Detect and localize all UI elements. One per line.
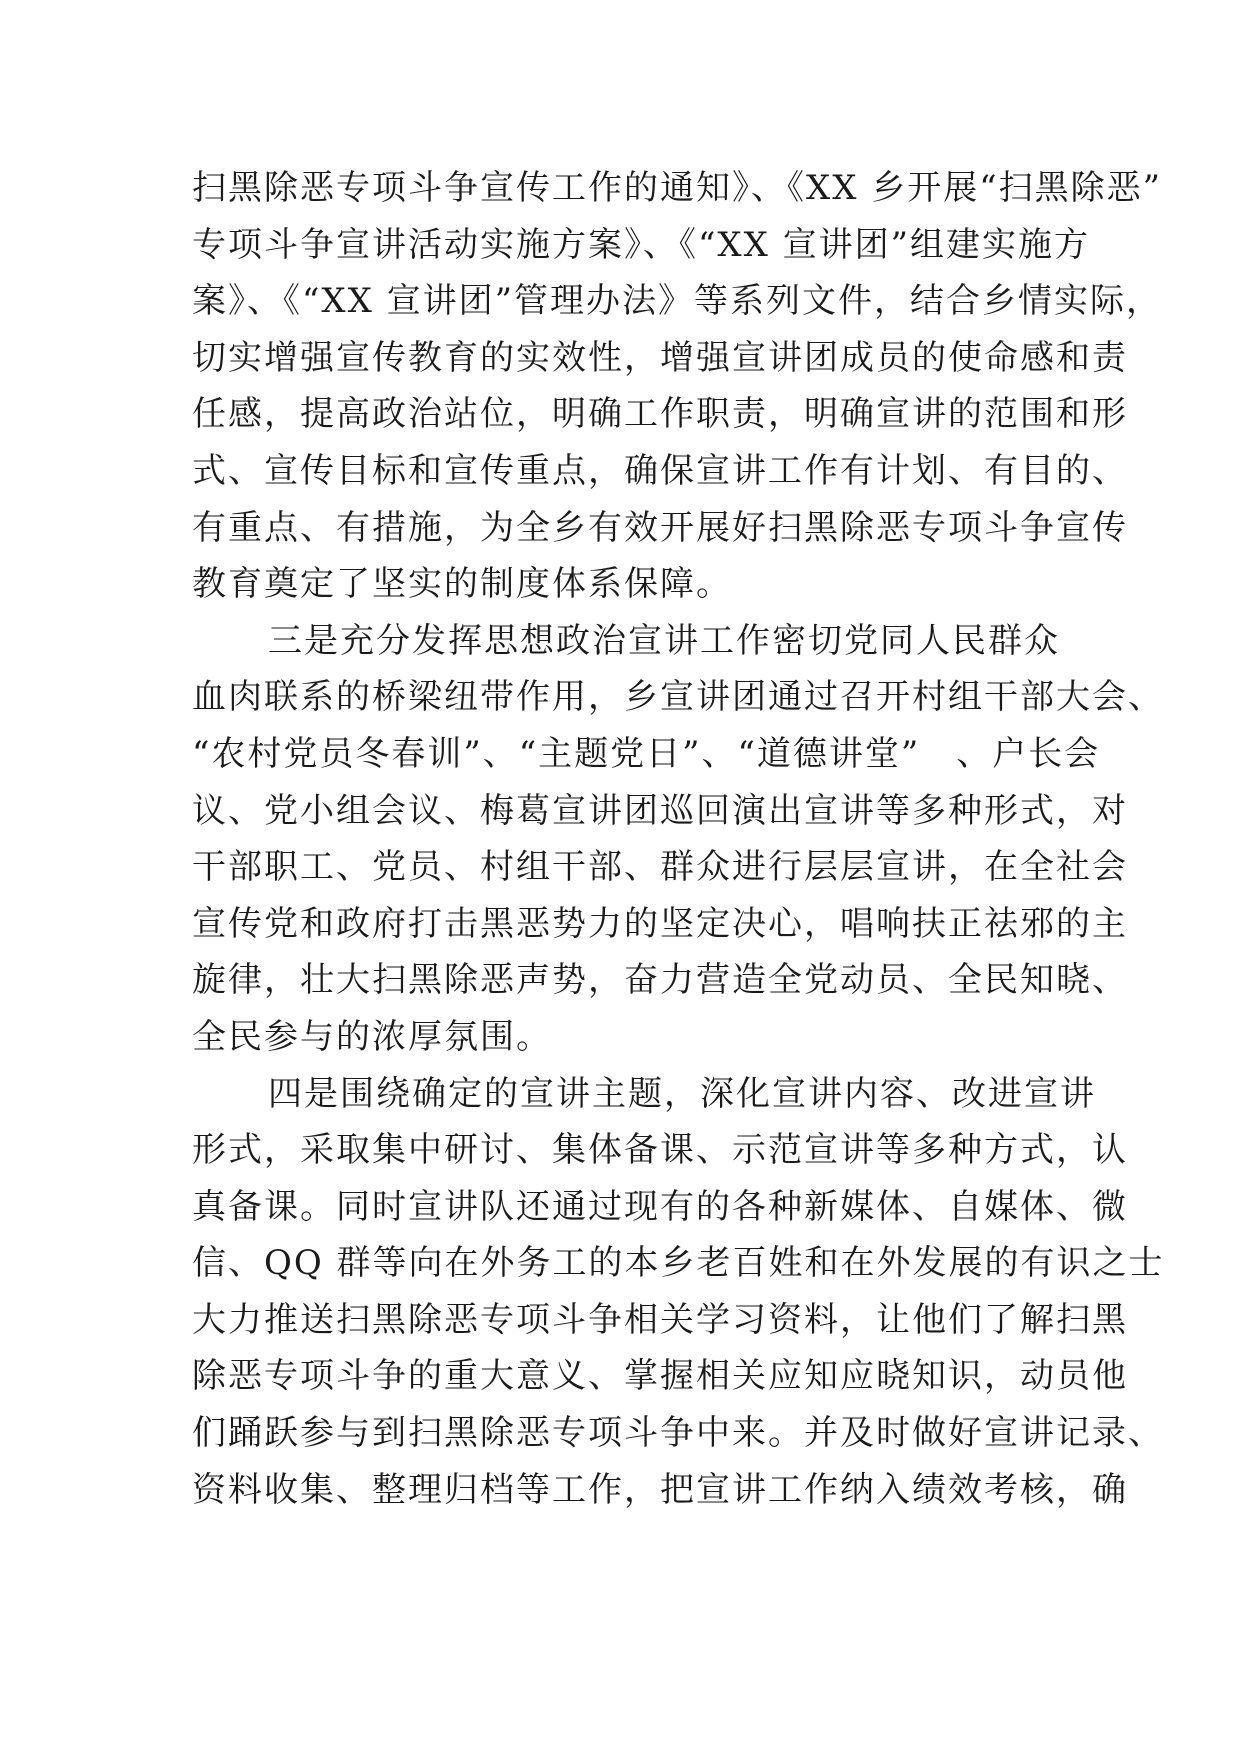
text-line: 有重点、有措施，为全乡有效开展好扫黑除恶专项斗争宣传: [192, 507, 1128, 548]
text-line: 议、党小组会议、梅葛宣讲团巡回演出宣讲等多种形式，对: [192, 790, 1128, 831]
text-line: 信、QQ 群等向在外务工的本乡老百姓和在外发展的有识之士: [192, 1243, 1165, 1284]
text-line: 切实增强宣传教育的实效性，增强宣讲团成员的使命感和责: [192, 337, 1128, 378]
text-line: 资料收集、整理归档等工作，把宣讲工作纳入绩效考核，确: [192, 1469, 1128, 1510]
text-line: 宣传党和政府打击黑恶势力的坚定决心，唱响扶正祛邪的主: [192, 903, 1128, 944]
text-line: 旋律，壮大扫黑除恶声势，奋力营造全党动员、全民知晓、: [192, 960, 1128, 1001]
text-line: 案》、《“XX 宣讲团”管理办法》等系列文件，结合乡情实际，: [192, 281, 1162, 322]
text-line: 全民参与的浓厚氛围。: [192, 1016, 552, 1057]
text-line: 任感，提高政治站位，明确工作职责，明确宣讲的范围和形: [192, 394, 1128, 435]
text-line: 专项斗争宣讲活动实施方案》、《“XX 宣讲团”组建实施方: [192, 224, 1090, 265]
paragraph-start-line: 三是充分发挥思想政治宣讲工作密切党同人民群众: [268, 620, 1060, 661]
text-line: 式、宣传目标和宣传重点，确保宣讲工作有计划、有目的、: [192, 450, 1128, 491]
text-line: 大力推送扫黑除恶专项斗争相关学习资料，让他们了解扫黑: [192, 1299, 1128, 1340]
paragraph-start-line: 四是围绕确定的宣讲主题，深化宣讲内容、改进宣讲: [268, 1073, 1096, 1114]
text-line: 们踊跃参与到扫黑除恶专项斗争中来。并及时做好宣讲记录、: [192, 1413, 1164, 1454]
text-line: 血肉联系的桥梁纽带作用，乡宣讲团通过召开村组干部大会、: [192, 677, 1164, 718]
document-body: [192, 160, 1165, 1518]
text-line: “农村党员冬春训”、“主题党日”、“道德讲堂” 、户长会: [192, 733, 1101, 774]
text-line: 形式，采取集中研讨、集体备课、示范宣讲等多种方式，认: [192, 1130, 1128, 1171]
text-line: 扫黑除恶专项斗争宣传工作的通知》、《XX 乡开展“扫黑除恶”: [192, 168, 1162, 208]
text-line: 干部职工、党员、村组干部、群众进行层层宣讲，在全社会: [192, 847, 1128, 888]
text-line: 教育奠定了坚实的制度体系保障。: [192, 564, 732, 605]
text-line: 真备课。同时宣讲队还通过现有的各种新媒体、自媒体、微: [192, 1186, 1128, 1227]
text-line: 除恶专项斗争的重大意义、掌握相关应知应晓知识，动员他: [192, 1356, 1128, 1397]
